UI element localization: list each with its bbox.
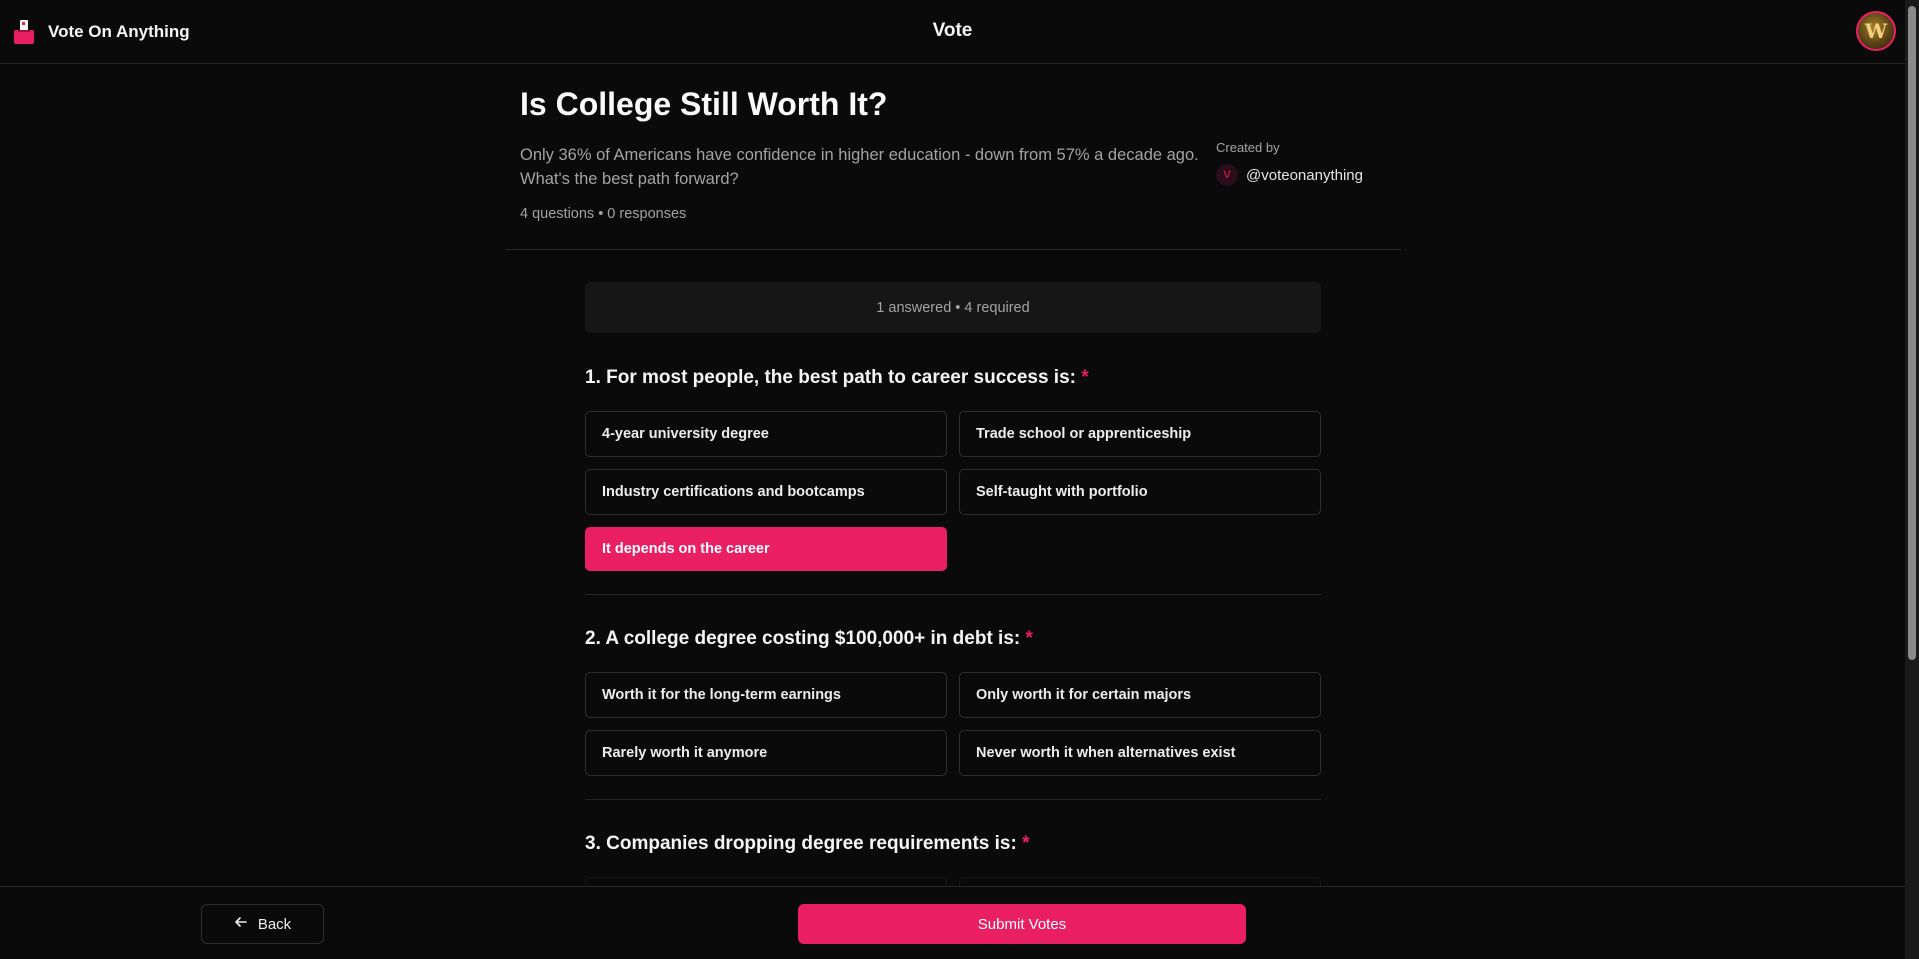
creator-info bbox=[1216, 140, 1363, 186]
creator-profile-link[interactable] bbox=[1216, 164, 1363, 186]
question-title bbox=[585, 367, 1321, 389]
option-button-selected[interactable]: It depends on the career bbox=[585, 527, 947, 571]
vertical-scrollbar[interactable] bbox=[1905, 0, 1919, 959]
action-footer bbox=[0, 886, 1905, 959]
question-divider bbox=[585, 594, 1321, 595]
option-button[interactable]: Only worth it for certain majors bbox=[959, 672, 1321, 718]
required-marker: * bbox=[1081, 367, 1089, 388]
arrow-left-icon bbox=[234, 915, 248, 933]
creator-handle: @voteonanything bbox=[1246, 166, 1363, 184]
option-button[interactable]: Worth it for the long-term earnings bbox=[585, 672, 947, 718]
option-button[interactable]: Rarely worth it anymore bbox=[585, 730, 947, 776]
question-divider bbox=[585, 799, 1321, 800]
question-1 bbox=[585, 367, 1321, 567]
survey-meta: 4 questions • 0 responses bbox=[520, 206, 687, 222]
question-2 bbox=[585, 628, 1321, 778]
question-text: 3. Companies dropping degree requirements is: bbox=[585, 833, 1017, 854]
survey-description: Only 36% of Americans have confidence in higher education - down from 57% a decade ago. What's the best path forward? bbox=[520, 146, 1199, 188]
progress-indicator: 1 answered • 4 required bbox=[585, 282, 1321, 333]
question-title bbox=[585, 833, 1321, 855]
scrollbar-thumb[interactable] bbox=[1908, 6, 1916, 660]
back-button[interactable] bbox=[201, 904, 324, 944]
survey-header bbox=[505, 64, 1401, 250]
survey-title: Is College Still Worth It? bbox=[520, 86, 888, 122]
top-header bbox=[0, 0, 1905, 64]
option-button[interactable]: Self-taught with portfolio bbox=[959, 469, 1321, 515]
brand-name: Vote On Anything bbox=[48, 22, 190, 41]
question-text: 1. For most people, the best path to career success is: bbox=[585, 367, 1076, 388]
required-marker: * bbox=[1022, 833, 1030, 854]
back-label: Back bbox=[257, 915, 292, 933]
created-by-label: Created by bbox=[1216, 140, 1280, 155]
required-marker: * bbox=[1025, 628, 1033, 649]
question-text: 2. A college degree costing $100,000+ in debt is: bbox=[585, 628, 1021, 649]
option-button[interactable]: 4-year university degree bbox=[585, 411, 947, 457]
user-avatar[interactable]: W bbox=[1856, 11, 1896, 51]
option-button[interactable]: Never worth it when alternatives exist bbox=[959, 730, 1321, 776]
page-title: Vote bbox=[932, 20, 973, 41]
option-button[interactable]: Industry certifications and bootcamps bbox=[585, 469, 947, 515]
creator-avatar: V bbox=[1216, 164, 1238, 186]
question-title bbox=[585, 628, 1321, 650]
option-button[interactable]: Trade school or apprenticeship bbox=[959, 411, 1321, 457]
submit-votes-button[interactable]: Submit Votes bbox=[798, 904, 1246, 944]
